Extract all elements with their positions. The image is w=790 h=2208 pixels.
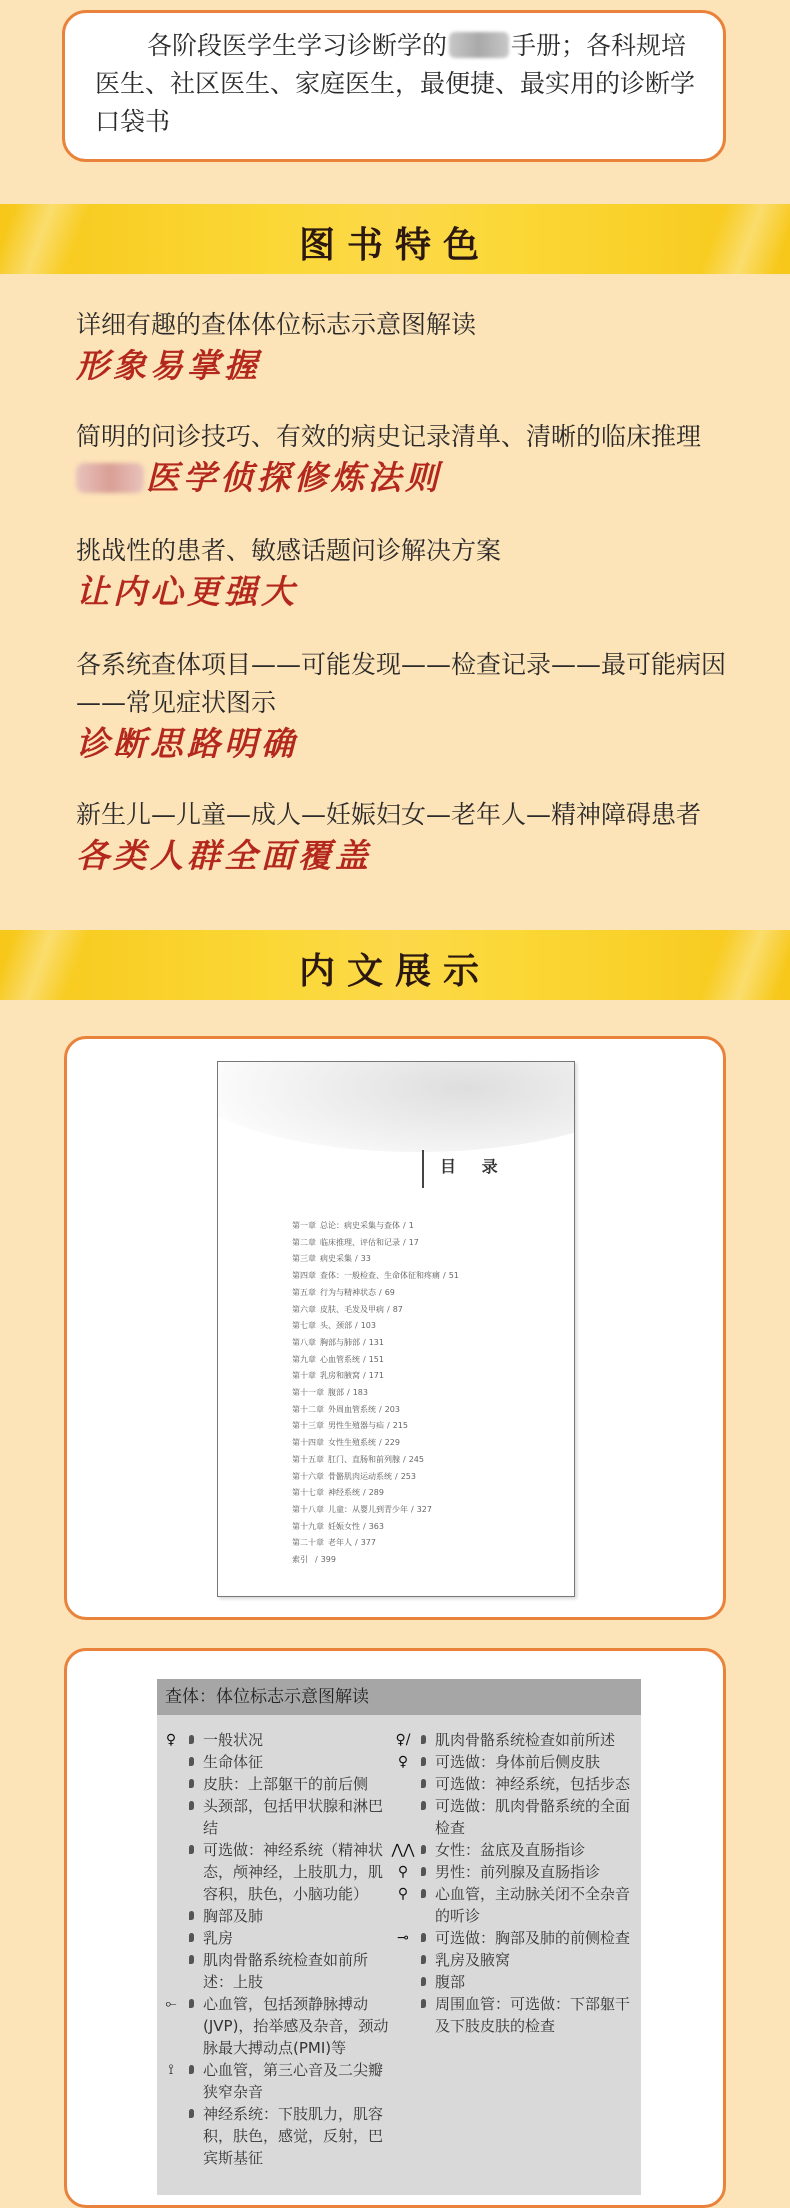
intro-text: 各阶段医学生学习诊断学的 手册；各科规培医生、社区医生、家庭医生，最便捷、最实用的诊断学口袋书 bbox=[95, 31, 696, 136]
content-banner-title: 内文展示 bbox=[298, 951, 491, 992]
toc-page-number: 103 bbox=[360, 1321, 376, 1331]
toc-item: 第十九章 妊娠女性 / 363 bbox=[292, 1521, 384, 1531]
toc-item: 第八章 胸部与肺部 / 131 bbox=[292, 1337, 384, 1347]
toc-page-number: 69 bbox=[384, 1287, 395, 1297]
toc-chapter: 第十四章 bbox=[292, 1438, 324, 1448]
feature-slogan: 让内心更强大 bbox=[76, 572, 298, 611]
position-figure-icon: ⊸ bbox=[397, 1930, 409, 1946]
exam-item: 神经系统：下肢肌力，肌容积，肤色，感觉，反射，巴宾斯基征 bbox=[187, 2103, 397, 2169]
toc-item-title: 外周血管系统 bbox=[328, 1404, 376, 1414]
toc-page-number: 229 bbox=[384, 1438, 400, 1448]
exam-item: 可选做：肌肉骨骼系统的全面检查 bbox=[419, 1795, 631, 1839]
exam-item: 可选做：神经系统（精神状态，颅神经，上肢肌力，肌容积，肤色，小脑功能） bbox=[187, 1839, 397, 1905]
toc-item: 第二十章 老年人 / 377 bbox=[292, 1538, 376, 1548]
features-banner-title: 图书特色 bbox=[298, 225, 491, 266]
toc-title: 目 录 bbox=[440, 1157, 508, 1176]
toc-item: 第三章 病史采集 / 33 bbox=[292, 1254, 371, 1264]
feature-desc: 详细有趣的查体体位标志示意图解读 bbox=[76, 310, 477, 339]
toc-item-title: 乳房和腋窝 bbox=[320, 1371, 360, 1381]
exam-item: 头颈部，包括甲状腺和淋巴结 bbox=[187, 1795, 397, 1839]
exam-item: ⊸ 可选做：胸部及肺的前侧检查 bbox=[419, 1927, 631, 1949]
toc-page-number: 289 bbox=[368, 1488, 384, 1498]
exam-item: 胸部及肺 bbox=[187, 1905, 397, 1927]
feature-slogan: 各类人群全面覆盖 bbox=[76, 836, 372, 875]
exam-item: 乳房及腋窝 bbox=[419, 1949, 631, 1971]
toc-chapter: 第十三章 bbox=[292, 1421, 324, 1431]
feature-slogan: 形象易掌握 bbox=[76, 346, 261, 385]
toc-item: 第九章 心血管系统 / 151 bbox=[292, 1354, 384, 1364]
position-figure-icon: ♀ bbox=[165, 1732, 177, 1748]
toc-chapter: 第十六章 bbox=[292, 1471, 324, 1481]
toc-page-number: 377 bbox=[360, 1538, 376, 1548]
exam-item: 乳房 bbox=[187, 1927, 397, 1949]
exam-item: ⚲ 心血管，主动脉关闭不全杂音的听诊 bbox=[419, 1883, 631, 1927]
toc-item: 第六章 皮肤、毛发及甲病 / 87 bbox=[292, 1304, 403, 1314]
position-figure-icon: ⟟ bbox=[168, 2062, 174, 2078]
feature-item bbox=[76, 306, 736, 388]
toc-item-title: 心血管系统 bbox=[320, 1354, 360, 1364]
toc-item-title: 总论：病史采集与查体 bbox=[320, 1221, 400, 1230]
toc-page-number: 171 bbox=[368, 1371, 384, 1381]
toc-page-number: 151 bbox=[368, 1354, 384, 1364]
toc-item: 第十五章 肛门、直肠和前列腺 / 245 bbox=[292, 1454, 424, 1464]
toc-item-title: 妊娠女性 bbox=[328, 1521, 360, 1531]
position-figure-icon: ⟜ bbox=[165, 1996, 177, 2012]
exam-item: 生命体征 bbox=[187, 1751, 397, 1773]
toc-item: 第七章 头、颈部 / 103 bbox=[292, 1321, 376, 1331]
toc-page-number: 17 bbox=[408, 1237, 419, 1247]
feature-item bbox=[76, 418, 736, 500]
toc-page-number: 33 bbox=[360, 1254, 371, 1264]
toc-item-title: 头、颈部 bbox=[320, 1321, 352, 1331]
toc-page-number: 183 bbox=[352, 1388, 368, 1398]
toc-item: 第一章 总论：病史采集与查体 / 1 bbox=[292, 1221, 414, 1230]
toc-chapter: 第三章 bbox=[292, 1254, 316, 1264]
toc-item-title: 老年人 bbox=[328, 1538, 352, 1548]
toc-item-title: 神经系统 bbox=[328, 1488, 360, 1498]
exam-item: 可选做：神经系统，包括步态 bbox=[419, 1773, 631, 1795]
feature-desc: 简明的问诊技巧、有效的病史记录清单、清晰的临床推理 bbox=[76, 422, 702, 451]
exam-header: 查体：体位标志示意图解读 bbox=[157, 1679, 641, 1715]
toc-item: 第十三章 男性生殖器与疝 / 215 bbox=[292, 1421, 408, 1431]
feature-item bbox=[76, 646, 736, 766]
exam-left-column bbox=[165, 1729, 397, 2169]
position-figure-icon: ⋀⋀ bbox=[391, 1842, 415, 1858]
toc-item-title: 腹部 bbox=[328, 1388, 344, 1398]
toc-chapter: 第二章 bbox=[292, 1237, 316, 1247]
exam-item: ⋀⋀ 女性：盆底及直肠指诊 bbox=[419, 1839, 631, 1861]
toc-chapter: 第十一章 bbox=[292, 1388, 324, 1398]
toc-item: 第十七章 神经系统 / 289 bbox=[292, 1488, 384, 1498]
toc-item-title: 胸部与肺部 bbox=[320, 1337, 360, 1347]
exam-item: ⟜ 心血管，包括颈静脉搏动(JVP)，抬举感及杂音，颈动脉最大搏动点(PMI)等 bbox=[187, 1993, 397, 2059]
toc-chapter: 第十五章 bbox=[292, 1454, 324, 1464]
toc-item-title: 查体：一般检查、生命体征和疼痛 bbox=[320, 1271, 440, 1281]
feature-desc: 新生儿—儿童—成人—妊娠妇女—老年人—精神障碍患者 bbox=[76, 800, 702, 829]
toc-chapter: 第十八章 bbox=[292, 1504, 324, 1514]
toc-page-number: 215 bbox=[392, 1421, 408, 1431]
toc-chapter: 第四章 bbox=[292, 1271, 316, 1281]
position-figure-icon: ♀/♀ bbox=[395, 1732, 411, 1770]
toc-item: 第十章 乳房和腋窝 / 171 bbox=[292, 1371, 384, 1381]
toc-page-number: 203 bbox=[384, 1404, 400, 1414]
toc-page-number: 363 bbox=[368, 1521, 384, 1531]
toc-item: 第十六章 骨骼肌肉运动系统 / 253 bbox=[292, 1471, 416, 1481]
toc-page-number: 327 bbox=[416, 1504, 432, 1514]
toc-chapter: 第六章 bbox=[292, 1304, 316, 1314]
blurred-text bbox=[449, 32, 509, 58]
toc-chapter: 第八章 bbox=[292, 1337, 316, 1347]
exam-item: ♀ 一般状况 bbox=[187, 1729, 397, 1751]
toc-item-title: 骨骼肌肉运动系统 bbox=[328, 1471, 392, 1481]
toc-item: 第十二章 外周血管系统 / 203 bbox=[292, 1404, 400, 1414]
exam-item: 腹部 bbox=[419, 1971, 631, 1993]
toc-page-number: 399 bbox=[320, 1555, 336, 1565]
toc-item: 索引 / 399 bbox=[292, 1555, 336, 1565]
feature-slogan: 医学侦探修炼法则 bbox=[76, 456, 736, 500]
exam-preview-card bbox=[64, 1648, 726, 2208]
position-figure-icon: ⚲ bbox=[397, 1864, 409, 1880]
position-figure-icon: ⚲ bbox=[397, 1886, 409, 1902]
features-banner bbox=[0, 204, 790, 274]
toc-chapter: 第九章 bbox=[292, 1354, 316, 1364]
blurred-text bbox=[76, 463, 144, 493]
toc-page-image bbox=[217, 1061, 575, 1597]
toc-list bbox=[292, 1218, 562, 1569]
toc-chapter: 第二十章 bbox=[292, 1538, 324, 1548]
exam-item: ⟟ 心血管，第三心音及二尖瓣狭窄杂音 bbox=[187, 2059, 397, 2103]
toc-item-title: 行为与精神状态 bbox=[320, 1287, 376, 1297]
toc-item-title: 病史采集 bbox=[320, 1254, 352, 1264]
toc-chapter: 第七章 bbox=[292, 1321, 316, 1331]
toc-item-title: 肛门、直肠和前列腺 bbox=[328, 1454, 400, 1464]
toc-item-title: 男性生殖器与疝 bbox=[328, 1421, 384, 1431]
toc-item: 第十一章 腹部 / 183 bbox=[292, 1388, 368, 1398]
toc-chapter: 第十二章 bbox=[292, 1404, 324, 1414]
toc-page-number: 131 bbox=[368, 1337, 384, 1347]
toc-item: 第十八章 儿童：从婴儿到青少年 / 327 bbox=[292, 1504, 432, 1514]
toc-page-number: 245 bbox=[408, 1454, 424, 1464]
toc-item: 第二章 临床推理、评估和记录 / 17 bbox=[292, 1237, 419, 1247]
toc-item-title: 女性生殖系统 bbox=[328, 1438, 376, 1448]
exam-item: 周围血管：可选做：下部躯干及下肢皮肤的检查 bbox=[419, 1993, 631, 2037]
feature-slogan: 诊断思路明确 bbox=[76, 724, 298, 763]
feature-desc: 各系统查体项目——可能发现——检查记录——最可能病因——常见症状图示 bbox=[76, 650, 727, 717]
feature-item bbox=[76, 532, 736, 614]
toc-chapter: 第五章 bbox=[292, 1287, 316, 1297]
exam-item: ♀/♀ 肌肉骨骼系统检查如前所述 bbox=[419, 1729, 631, 1751]
toc-item: 第十四章 女性生殖系统 / 229 bbox=[292, 1438, 400, 1448]
toc-chapter: 第十章 bbox=[292, 1371, 316, 1381]
exam-page-image bbox=[157, 1679, 641, 2195]
toc-page-number: 51 bbox=[448, 1271, 459, 1281]
feature-item bbox=[76, 796, 736, 878]
intro-box bbox=[62, 10, 726, 162]
toc-chapter: 第十七章 bbox=[292, 1488, 324, 1498]
feature-desc: 挑战性的患者、敏感话题问诊解决方案 bbox=[76, 536, 502, 565]
toc-page-number: 87 bbox=[392, 1304, 403, 1314]
exam-item: 皮肤：上部躯干的前后侧 bbox=[187, 1773, 397, 1795]
toc-preview-card bbox=[64, 1036, 726, 1620]
toc-chapter: 第一章 bbox=[292, 1221, 316, 1230]
content-banner bbox=[0, 930, 790, 1000]
toc-item-title: 儿童：从婴儿到青少年 bbox=[328, 1504, 408, 1514]
toc-page-number: 253 bbox=[400, 1471, 416, 1481]
toc-chapter: 索引 bbox=[292, 1555, 308, 1565]
exam-right-column bbox=[391, 1729, 631, 2037]
toc-page-number: 1 bbox=[408, 1221, 414, 1230]
exam-item: ⚲ 男性：前列腺及直肠指诊 bbox=[419, 1861, 631, 1883]
exam-item: 可选做：身体前后侧皮肤 bbox=[419, 1751, 631, 1773]
toc-item: 第四章 查体：一般检查、生命体征和疼痛 / 51 bbox=[292, 1271, 459, 1281]
toc-chapter: 第十九章 bbox=[292, 1521, 324, 1531]
exam-item: 肌肉骨骼系统检查如前所述：上肢 bbox=[187, 1949, 397, 1993]
toc-item-title: 临床推理、评估和记录 bbox=[320, 1237, 400, 1247]
toc-item: 第五章 行为与精神状态 / 69 bbox=[292, 1287, 395, 1297]
toc-item-title: 皮肤、毛发及甲病 bbox=[320, 1304, 384, 1314]
